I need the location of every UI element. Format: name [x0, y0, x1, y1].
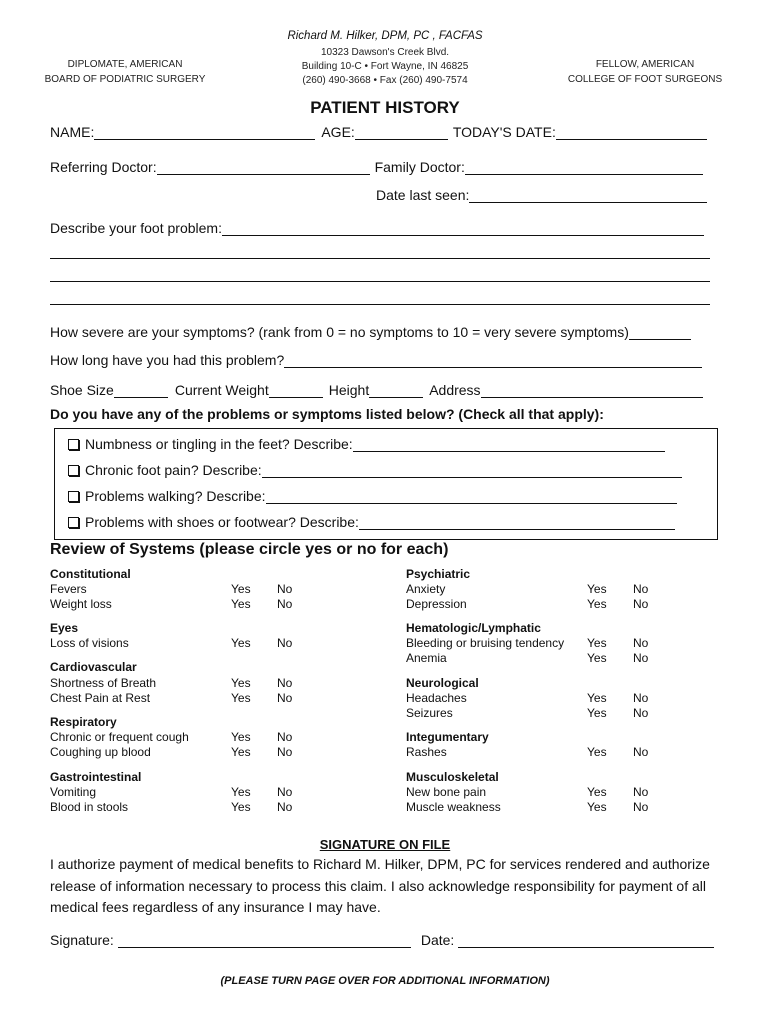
- ros-category: Constitutional: [50, 567, 131, 581]
- no-option[interactable]: No: [633, 597, 649, 611]
- yes-option[interactable]: Yes: [231, 800, 251, 814]
- shoe-size-field[interactable]: [114, 383, 168, 398]
- ros-item: Chest Pain at Rest: [50, 691, 151, 705]
- yes-option[interactable]: Yes: [231, 730, 251, 744]
- ros-item: Depression: [406, 597, 467, 611]
- duration-field[interactable]: [284, 353, 702, 368]
- date-last-seen-label: Date last seen:: [376, 187, 470, 203]
- yes-option[interactable]: Yes: [587, 582, 607, 596]
- ros-item: Bleeding or bruising tendency: [406, 636, 565, 650]
- no-option[interactable]: No: [633, 706, 649, 720]
- todays-date-label: TODAY'S DATE:: [452, 124, 556, 140]
- no-option[interactable]: No: [277, 730, 293, 744]
- checklist-item-footwear[interactable]: [68, 514, 675, 530]
- checkbox-icon[interactable]: [68, 439, 79, 450]
- referring-doctor-field[interactable]: [157, 160, 370, 175]
- yes-option[interactable]: Yes: [231, 597, 251, 611]
- checkbox-icon[interactable]: [68, 465, 79, 476]
- duration-label: How long have you had this problem?: [50, 352, 285, 368]
- ros-item: Vomiting: [50, 785, 97, 799]
- no-option[interactable]: No: [277, 691, 293, 705]
- family-doctor-label: Family Doctor:: [374, 159, 465, 175]
- checklist-item-chronic-pain[interactable]: [68, 462, 682, 478]
- credential-right-line-2: COLLEGE OF FOOT SURGEONS: [567, 74, 723, 85]
- review-of-systems-title: Review of Systems (please circle yes or no for each): [50, 541, 449, 558]
- checkbox-icon[interactable]: [68, 491, 79, 502]
- problems-question: Do you have any of the problems or symptoms listed below? (Check all that apply):: [50, 406, 604, 422]
- describe-line-3[interactable]: [50, 281, 710, 282]
- height-label: Height: [328, 382, 370, 398]
- severity-row: [50, 324, 691, 340]
- address-label: Address: [429, 382, 481, 398]
- phone-line: (260) 490-3668 • Fax (260) 490-7574: [302, 75, 468, 86]
- age-label: AGE:: [321, 124, 355, 140]
- no-option[interactable]: No: [633, 691, 649, 705]
- describe-line-4[interactable]: [50, 304, 710, 305]
- address-field[interactable]: [481, 383, 703, 398]
- checklist-item-walking[interactable]: [68, 488, 677, 504]
- no-option[interactable]: No: [633, 636, 649, 650]
- family-doctor-field[interactable]: [465, 160, 703, 175]
- no-option[interactable]: No: [277, 597, 293, 611]
- checklist-label: Problems with shoes or footwear? Describe:: [85, 514, 359, 530]
- describe-line-2[interactable]: [50, 258, 710, 259]
- describe-problem-label: Describe your foot problem:: [50, 220, 222, 236]
- ros-category: Hematologic/Lymphatic: [406, 621, 541, 635]
- address-line-2: Building 10-C • Fort Wayne, IN 46825: [301, 61, 469, 72]
- ros-item: Rashes: [406, 745, 447, 759]
- address-line-1: 10323 Dawson's Creek Blvd.: [320, 47, 450, 58]
- name-field[interactable]: [94, 125, 315, 140]
- yes-option[interactable]: Yes: [587, 651, 607, 665]
- credential-left-line-2: BOARD OF PODIATRIC SURGERY: [44, 74, 206, 85]
- ros-category: Integumentary: [406, 730, 489, 744]
- ros-item: Blood in stools: [50, 800, 129, 814]
- checklist-label: Chronic foot pain? Describe:: [85, 462, 262, 478]
- ros-item: Muscle weakness: [406, 800, 501, 814]
- no-option[interactable]: No: [633, 651, 649, 665]
- ros-category: Psychiatric: [406, 567, 471, 581]
- checkbox-icon[interactable]: [68, 517, 79, 528]
- signature-date-field[interactable]: [458, 933, 714, 948]
- ros-item: Fevers: [50, 582, 87, 596]
- name-age-date-row: [50, 124, 707, 140]
- yes-option[interactable]: Yes: [587, 706, 607, 720]
- signature-field[interactable]: [118, 933, 411, 948]
- authorization-paragraph: I authorize payment of medical benefits to Richard M. Hilker, DPM, PC for services rendered and authorize release of information necessary to process this claim. I also acknowledge responsibility for payment of all medical fees regardless of any insurance I may have.: [50, 856, 710, 915]
- signature-row: [50, 932, 714, 948]
- severity-field[interactable]: [629, 325, 691, 340]
- no-option[interactable]: No: [633, 785, 649, 799]
- checklist-describe-field[interactable]: [359, 515, 675, 530]
- describe-row: [50, 220, 704, 236]
- current-weight-field[interactable]: [269, 383, 323, 398]
- checklist-label: Problems walking? Describe:: [85, 488, 266, 504]
- ros-category: Musculoskeletal: [406, 770, 499, 784]
- height-field[interactable]: [369, 383, 423, 398]
- shoe-size-label: Shoe Size: [50, 382, 114, 398]
- no-option[interactable]: No: [277, 745, 293, 759]
- yes-option[interactable]: Yes: [231, 636, 251, 650]
- checklist-describe-field[interactable]: [262, 463, 682, 478]
- yes-option[interactable]: Yes: [587, 800, 607, 814]
- current-weight-label: Current Weight: [174, 382, 269, 398]
- last-seen-row: [376, 187, 707, 203]
- turn-page-note: (PLEASE TURN PAGE OVER FOR ADDITIONAL INFORMATION): [220, 975, 550, 987]
- doctor-row: [50, 159, 703, 175]
- no-option[interactable]: No: [277, 800, 293, 814]
- yes-option[interactable]: Yes: [587, 745, 607, 759]
- checklist-describe-field[interactable]: [266, 489, 677, 504]
- signature-label: Signature:: [50, 932, 114, 948]
- ros-category: Respiratory: [50, 715, 117, 729]
- no-option[interactable]: No: [633, 800, 649, 814]
- form-title: PATIENT HISTORY: [310, 98, 460, 117]
- severity-label: How severe are your symptoms? (rank from 0 = no symptoms to 10 = very severe symptoms): [50, 324, 629, 340]
- yes-option[interactable]: Yes: [231, 676, 251, 690]
- ros-item: Weight loss: [50, 597, 112, 611]
- ros-category: Cardiovascular: [50, 660, 137, 674]
- yes-option[interactable]: Yes: [231, 785, 251, 799]
- measurements-row: [50, 382, 703, 398]
- yes-option[interactable]: Yes: [231, 691, 251, 705]
- referring-doctor-label: Referring Doctor:: [50, 159, 157, 175]
- yes-option[interactable]: Yes: [587, 785, 607, 799]
- no-option[interactable]: No: [633, 745, 649, 759]
- doctor-name: Richard M. Hilker, DPM, PC , FACFAS: [287, 30, 483, 42]
- yes-option[interactable]: Yes: [231, 582, 251, 596]
- describe-problem-field[interactable]: [222, 221, 704, 236]
- ros-item: Anxiety: [406, 582, 446, 596]
- name-label: NAME:: [50, 124, 95, 140]
- no-option[interactable]: No: [277, 636, 293, 650]
- credential-left-line-1: DIPLOMATE, AMERICAN: [67, 59, 183, 70]
- yes-option[interactable]: Yes: [587, 597, 607, 611]
- no-option[interactable]: No: [277, 785, 293, 799]
- ros-item: Seizures: [406, 706, 453, 720]
- credential-right-line-1: FELLOW, AMERICAN: [595, 59, 695, 70]
- duration-row: [50, 352, 702, 368]
- todays-date-field[interactable]: [556, 125, 707, 140]
- yes-option[interactable]: Yes: [587, 636, 607, 650]
- ros-item: Headaches: [406, 691, 467, 705]
- ros-item: Anemia: [406, 651, 447, 665]
- ros-item: Coughing up blood: [50, 745, 151, 759]
- no-option[interactable]: No: [277, 582, 293, 596]
- signature-on-file-title: SIGNATURE ON FILE: [319, 837, 451, 852]
- ros-category: Gastrointestinal: [50, 770, 142, 784]
- yes-option[interactable]: Yes: [231, 745, 251, 759]
- no-option[interactable]: No: [633, 582, 649, 596]
- ros-item: Chronic or frequent cough: [50, 730, 189, 744]
- ros-item: Loss of visions: [50, 636, 129, 650]
- ros-category: Eyes: [50, 621, 79, 635]
- ros-item: New bone pain: [406, 785, 487, 799]
- date-last-seen-field[interactable]: [469, 188, 707, 203]
- signature-date-label: Date:: [420, 932, 455, 948]
- checklist-item-numbness[interactable]: [68, 436, 665, 452]
- yes-option[interactable]: Yes: [587, 691, 607, 705]
- checklist-describe-field[interactable]: [353, 437, 665, 452]
- age-field[interactable]: [355, 125, 448, 140]
- no-option[interactable]: No: [277, 676, 293, 690]
- ros-category: Neurological: [406, 676, 479, 690]
- ros-item: Shortness of Breath: [50, 676, 157, 690]
- checklist-label: Numbness or tingling in the feet? Describe:: [85, 436, 353, 452]
